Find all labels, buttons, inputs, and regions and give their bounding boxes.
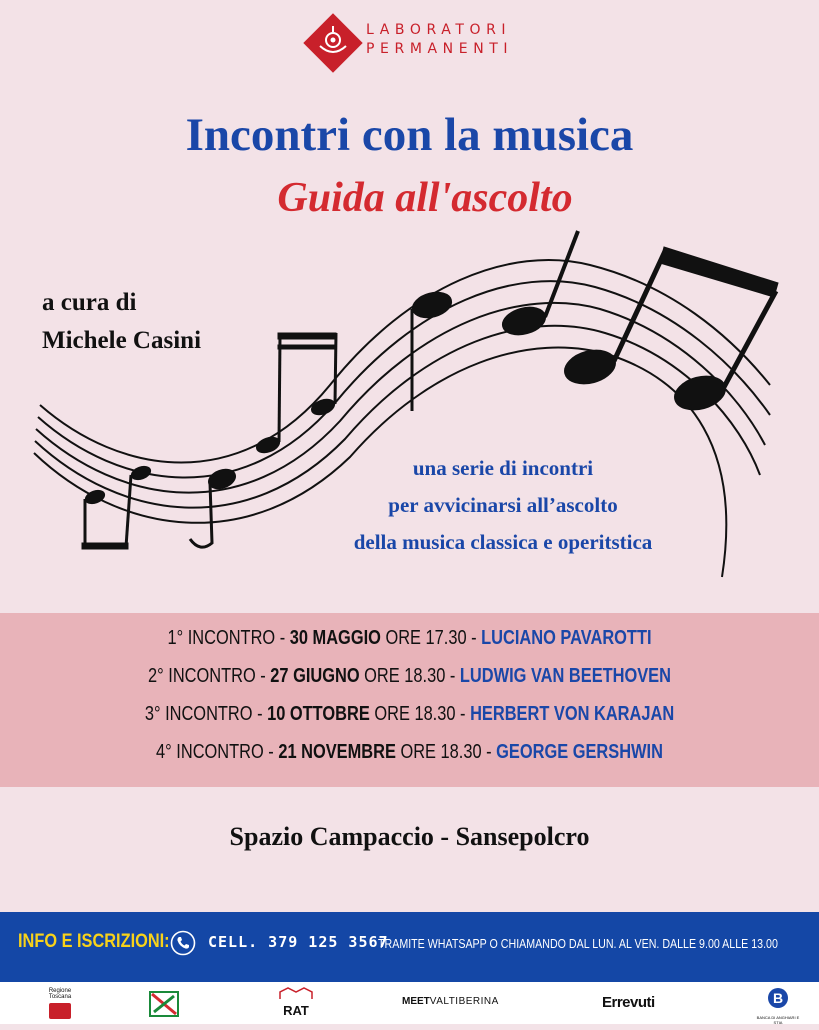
series-line-3: della musica classica e operitstica xyxy=(353,530,653,554)
rat-label: RAT xyxy=(283,1003,309,1018)
sponsor-footer xyxy=(0,982,819,1024)
event-row xyxy=(74,703,746,726)
info-bar xyxy=(0,912,819,982)
meet-valtiberina-logo xyxy=(402,996,499,1030)
events-band xyxy=(0,613,819,787)
brand-line2: PERMANENTI xyxy=(366,41,514,57)
meet-label: MEET xyxy=(402,996,430,1007)
event-date: 27 GIUGNO xyxy=(270,665,360,687)
event-date: 30 MAGGIO xyxy=(289,627,381,649)
series-line-1: una serie di incontri xyxy=(412,456,594,480)
event-time: ORE 18.30 - xyxy=(369,703,471,725)
errevuti-logo: Errevuti xyxy=(602,994,655,1011)
brand-line1: LABORATORI xyxy=(366,22,512,38)
event-time: ORE 17.30 - xyxy=(380,627,482,649)
event-time: ORE 18.30 - xyxy=(359,665,460,687)
phone-number[interactable]: CELL. 379 125 3567 xyxy=(208,933,389,951)
banca-emblem-icon xyxy=(766,986,790,1010)
event-row xyxy=(74,665,746,688)
event-time: ORE 18.30 - xyxy=(395,741,497,763)
series-line-2: per avvicinarsi all’ascolto xyxy=(388,493,618,517)
phone-icon xyxy=(170,930,196,956)
turismo-logo xyxy=(146,986,182,1020)
rat-house-icon xyxy=(276,987,316,999)
series-description xyxy=(268,450,738,561)
turismo-emblem-icon xyxy=(146,986,182,1020)
banca-logo xyxy=(752,986,804,1025)
curator-name: Michele Casini xyxy=(42,327,202,354)
contact-note: TRAMITE WHATSAPP O CHIAMANDO DAL LUN. AL VEN. DALLE 9.00 ALLE 13.00 xyxy=(378,936,778,951)
event-row xyxy=(74,741,746,764)
svg-text:B: B xyxy=(772,990,784,1006)
event-subject: HERBERT VON KARAJAN xyxy=(470,703,675,725)
event-number: 1° INCONTRO - xyxy=(167,627,290,649)
event-date: 10 OTTOBRE xyxy=(267,703,370,725)
brand-logo xyxy=(298,8,538,72)
event-number: 4° INCONTRO - xyxy=(156,741,279,763)
page-title: Incontri con la musica xyxy=(185,109,634,161)
event-subject: LUCIANO PAVAROTTI xyxy=(481,627,652,649)
curator-label: a cura di xyxy=(42,289,137,316)
curator xyxy=(42,284,201,360)
event-number: 3° INCONTRO - xyxy=(144,703,268,725)
regione-label: Regione Toscana xyxy=(48,988,72,1000)
regione-toscana-logo xyxy=(40,986,80,1020)
event-date: 21 NOVEMBRE xyxy=(278,741,396,763)
page-subtitle: Guida all'ascolto xyxy=(277,175,573,221)
event-row xyxy=(74,627,746,650)
venue: Spazio Campaccio - Sansepolcro xyxy=(229,822,590,851)
info-label: INFO E ISCRIZIONI: xyxy=(18,931,170,952)
brand-name xyxy=(366,21,513,59)
banca-label: BANCA DI ANGHIARI E STIA xyxy=(756,1015,800,1025)
meet-sub-label: VALTIBERINA xyxy=(429,996,499,1007)
brand-diamond-icon xyxy=(302,12,364,74)
event-subject: LUDWIG VAN BEETHOVEN xyxy=(459,665,671,687)
event-subject: GEORGE GERSHWIN xyxy=(496,741,663,763)
event-number: 2° INCONTRO - xyxy=(148,665,271,687)
rat-logo xyxy=(276,986,316,1020)
